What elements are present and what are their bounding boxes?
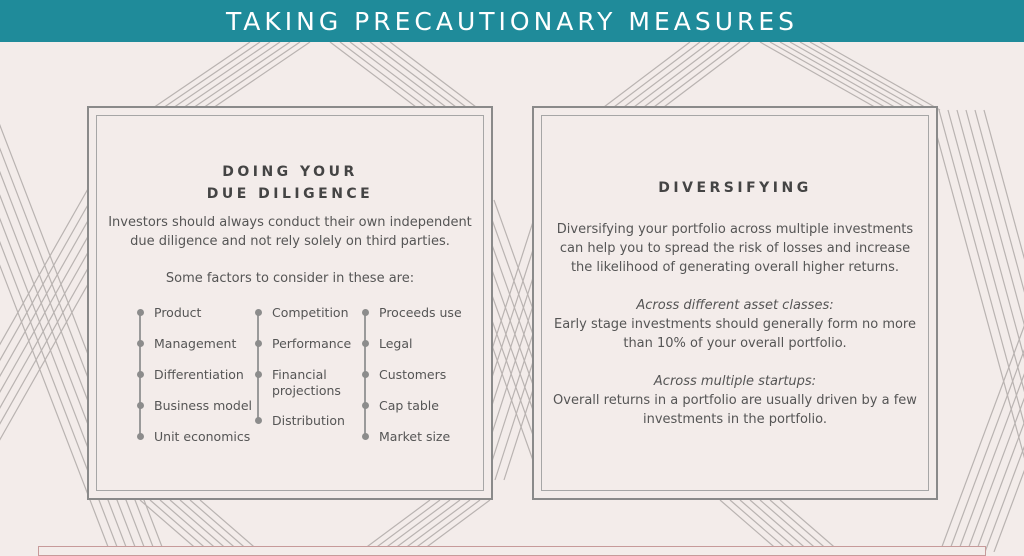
page-title: TAKING PRECAUTIONARY MEASURES: [225, 6, 799, 36]
factor-item: Proceeds use: [362, 305, 462, 321]
factors-intro: Some factors to consider in these are:: [165, 271, 415, 286]
factor-item: Performance: [255, 336, 351, 352]
factor-item: Competition: [255, 305, 349, 321]
card-heading-line2: DUE DILIGENCE: [206, 186, 374, 202]
bullet-dot: [255, 371, 262, 378]
bullet-dot: [137, 309, 144, 316]
bullet-dot: [362, 340, 369, 347]
factor-item: Product: [137, 305, 201, 321]
bullet-dot: [362, 309, 369, 316]
bullet-dot: [137, 433, 144, 440]
para1-line1: Diversifying your portfolio across multiple investments: [556, 222, 914, 237]
bullet-dot: [362, 402, 369, 409]
bullet-dot: [362, 433, 369, 440]
bottom-panel-edge: [38, 546, 986, 556]
bullet-dot: [137, 402, 144, 409]
bullet-dot: [255, 340, 262, 347]
card-heading: DIVERSIFYING: [658, 180, 812, 196]
factor-item: Management: [137, 336, 236, 352]
diversifying-card: [532, 106, 938, 500]
startups-line2: investments in the portfolio.: [642, 412, 828, 427]
intro-line2: due diligence and not rely solely on third parties.: [130, 234, 450, 249]
startups-title: Across multiple startups:: [653, 374, 817, 389]
factor-item: Business model: [137, 398, 252, 414]
asset-line1: Early stage investments should generally form no more: [554, 317, 916, 332]
bullet-dot: [255, 309, 262, 316]
factor-item: Market size: [362, 429, 450, 445]
bullet-dot: [137, 371, 144, 378]
bullet-dot: [255, 417, 262, 424]
bullet-dot: [137, 340, 144, 347]
title-banner: [0, 0, 1024, 42]
factor-item: Cap table: [362, 398, 439, 414]
factor-item: Financial projections: [255, 367, 352, 399]
factor-item: Distribution: [255, 413, 345, 429]
asset-line2: than 10% of your overall portfolio.: [623, 336, 847, 351]
due-diligence-card: [87, 106, 493, 500]
asset-classes-title: Across different asset classes:: [636, 298, 834, 313]
bullet-dot: [362, 371, 369, 378]
factor-item: Unit economics: [137, 429, 250, 445]
para1-line3: the likelihood of generating overall higher returns.: [570, 260, 900, 275]
factor-item: Customers: [362, 367, 446, 383]
startups-line1: Overall returns in a portfolio are usually driven by a few: [553, 393, 917, 408]
factor-item: Differentiation: [137, 367, 244, 383]
intro-line1: Investors should always conduct their own independent: [108, 215, 472, 230]
para1-line2: can help you to spread the risk of losses and increase: [559, 241, 911, 256]
card-heading-line1: DOING YOUR: [222, 164, 358, 180]
factor-item: Legal: [362, 336, 413, 352]
